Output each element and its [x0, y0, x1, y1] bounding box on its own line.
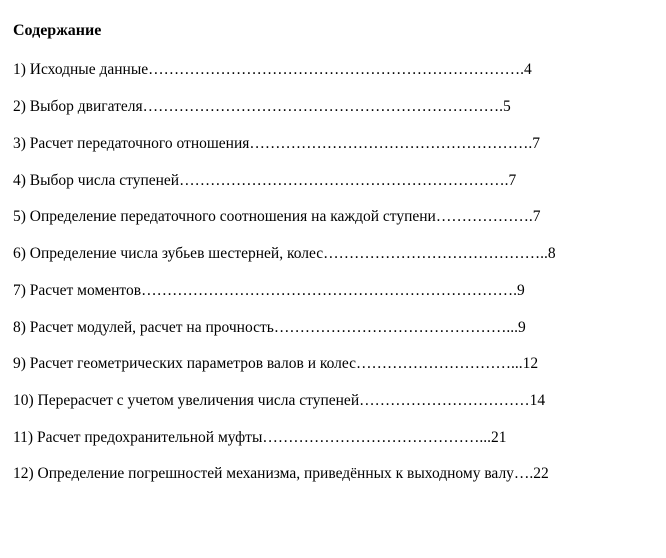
toc-entry-9: 9) Расчет геометрических параметров валов и колес…………………………...12 [13, 355, 539, 372]
toc-entry-5: 5) Определение передаточного соотношения на каждой ступени……………….7 [13, 208, 541, 225]
toc-entry-2: 2) Выбор двигателя…………………………………………………………….5 [13, 98, 511, 115]
toc-entry-4: 4) Выбор числа ступеней……………………………………………………….7 [13, 172, 517, 189]
toc-entry-1: 1) Исходные данные……………………………………………………………….4 [13, 61, 532, 78]
toc-entry-6: 6) Определение числа зубьев шестерней, колес……………………………………..8 [13, 245, 556, 262]
toc-entry-7: 7) Расчет моментов……………………………………………………………….9 [13, 282, 525, 299]
toc-entry-12: 12) Определение погрешностей механизма, приведённых к выходному валу….22 [13, 465, 549, 482]
toc-entry-8: 8) Расчет модулей, расчет на прочность………………………………………...9 [13, 319, 526, 336]
toc-entry-3: 3) Расчет передаточного отношения……………………………………………….7 [13, 135, 541, 152]
toc-entry-10: 10) Перерасчет с учетом увеличения числа ступеней……………………………14 [13, 392, 546, 409]
toc-entry-11: 11) Расчет предохранительной муфты……………………………………...21 [13, 429, 507, 446]
toc-title: Содержание [13, 22, 102, 39]
